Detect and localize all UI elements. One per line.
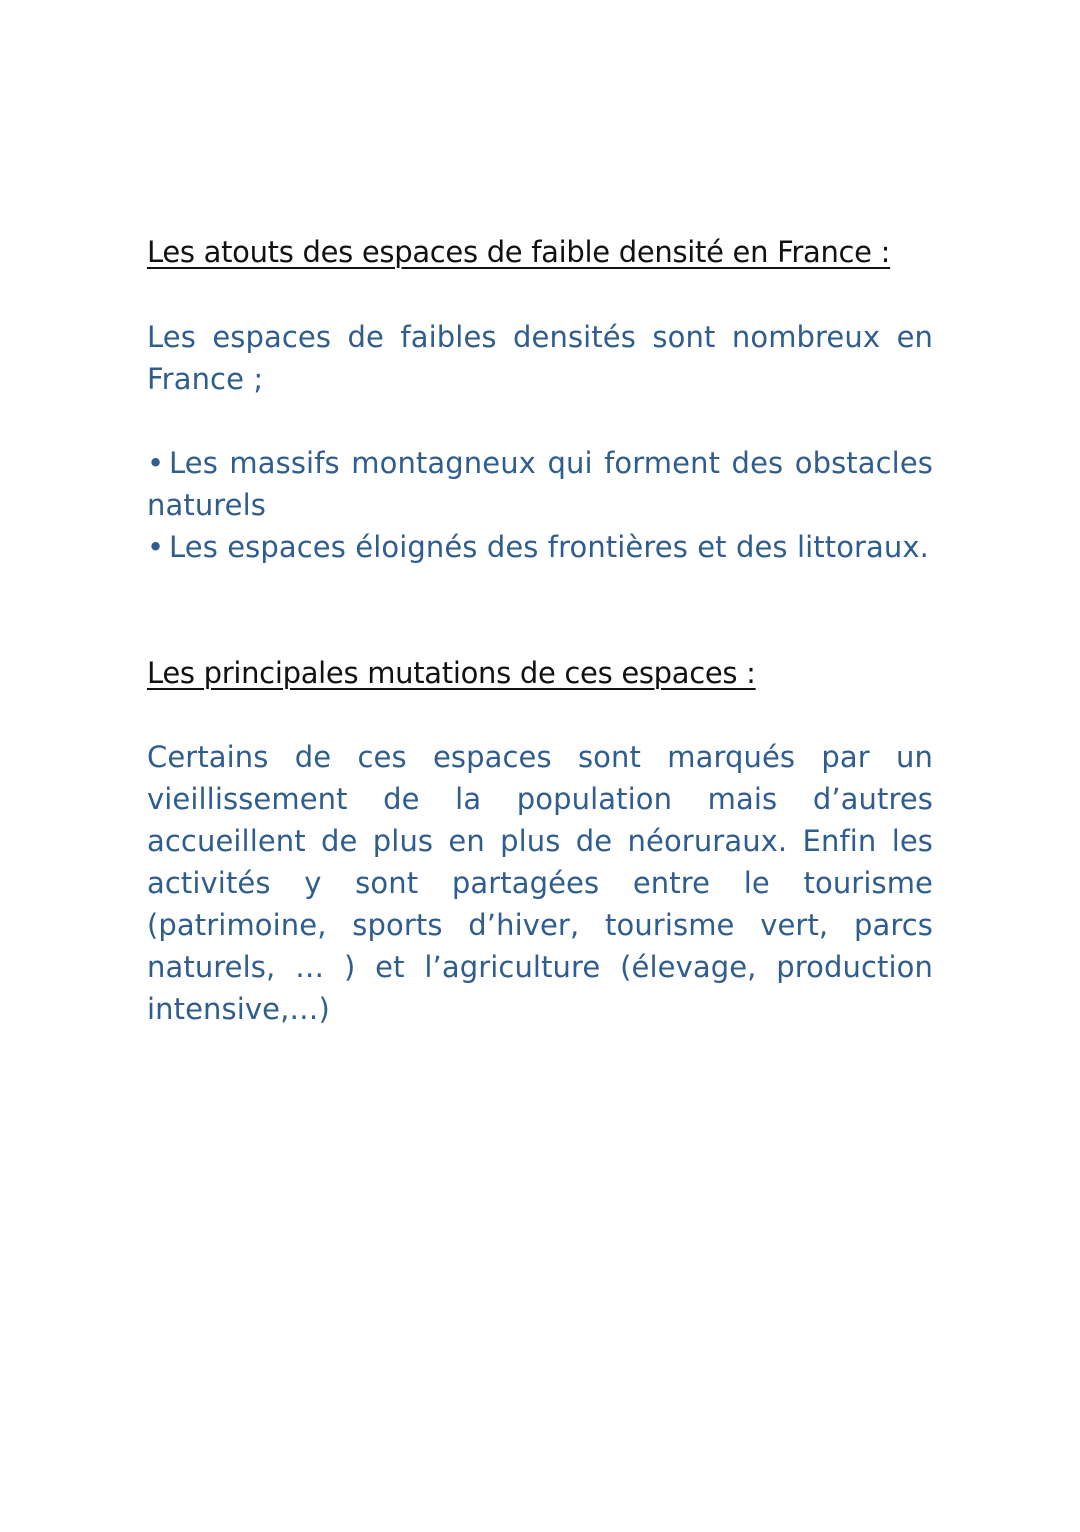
section-heading-mutations: Les principales mutations de ces espaces : <box>147 656 756 690</box>
section-intro-paragraph: Les espaces de faibles densités sont nombreux en France ; <box>147 320 933 396</box>
list-item-text: Les espaces éloignés des frontières et des littoraux. <box>169 530 929 564</box>
list-item <box>147 442 933 526</box>
bullet-marker: • <box>147 530 165 564</box>
list-item-text: Les massifs montagneux qui forment des obstacles naturels <box>147 446 933 522</box>
list-item <box>147 526 933 568</box>
section-body-paragraph: Certains de ces espaces sont marqués par un vieillissement de la population mais d’autres accueillent de plus en plus de néoruraux. Enfin les activités y sont partagées entre le tourisme (patrimoine, sports d’hiver, tourisme vert, parcs naturels, … ) et l’agriculture (élevage, production intensive,…) <box>147 740 933 1026</box>
bullet-marker: • <box>147 446 165 480</box>
section-heading-atouts: Les atouts des espaces de faible densité en France : <box>147 235 891 269</box>
bullet-list <box>147 442 933 568</box>
